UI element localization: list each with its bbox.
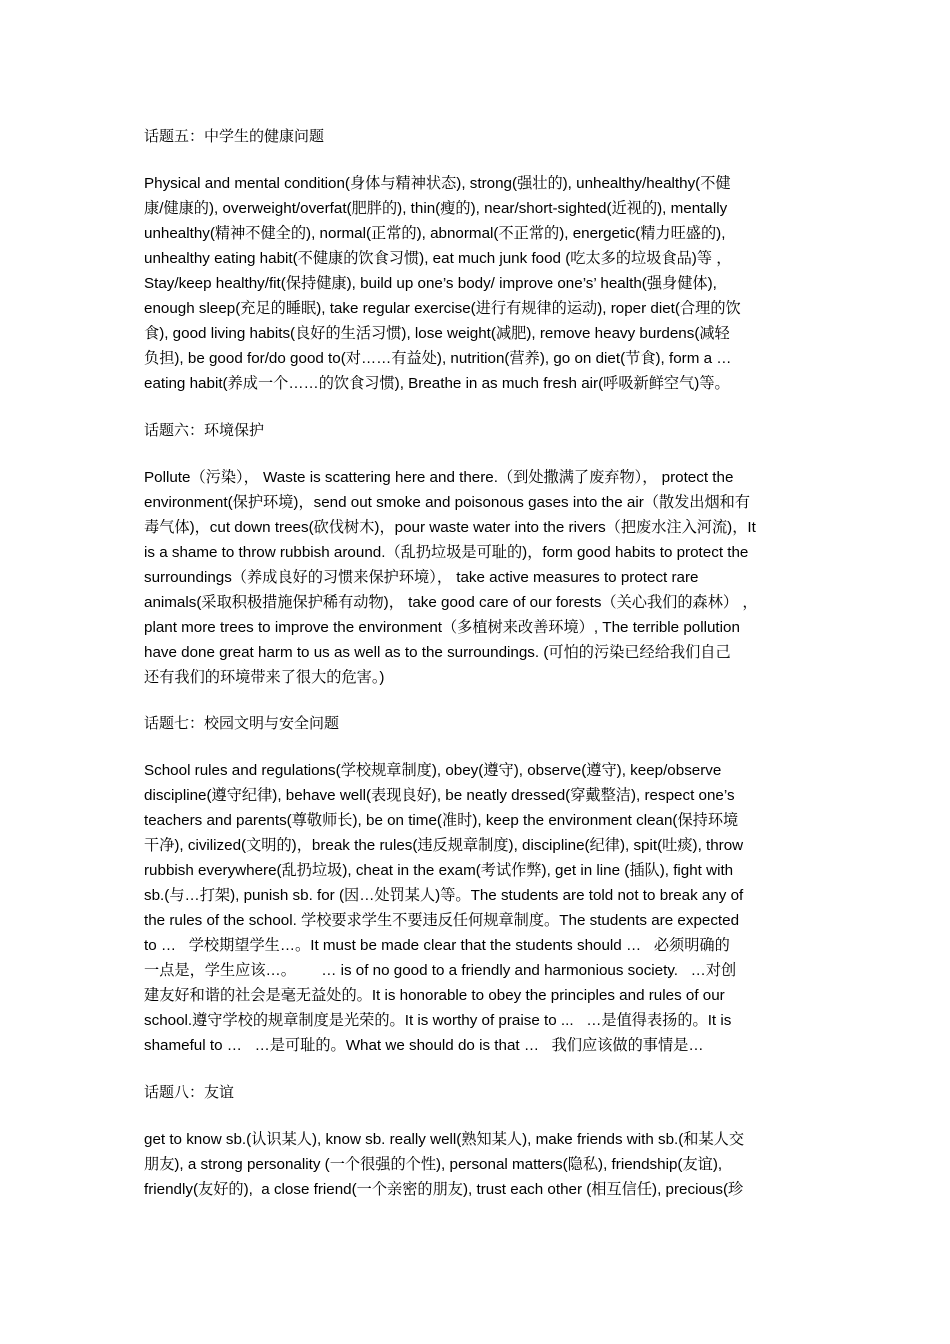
text-line: school.遵守学校的规章制度是光荣的。It is worthy of praise to ... …是值得表扬的。It is: [144, 1012, 732, 1029]
text-line: 朋友), a strong personality (一个很强的个性), personal matters(隐私), friendship(友谊),: [144, 1156, 723, 1173]
section-body-campus: [144, 758, 814, 1058]
text-line: 食), good living habits(良好的生活习惯), lose weight(减肥), remove heavy burdens(减轻: [144, 325, 730, 342]
text-line: 干净), civilized(文明的)，break the rules(违反规章制度), discipline(纪律), spit(吐痰), throw: [144, 837, 744, 854]
text-line: enough sleep(充足的睡眠), take regular exercise(进行有规律的运动), roper diet(合理的饮: [144, 300, 741, 317]
text-line: eating habit(养成一个……的饮食习惯), Breathe in as much fresh air(呼吸新鲜空气)等。: [144, 375, 730, 392]
text-line: 康/健康的), overweight/overfat(肥胖的), thin(瘦的), near/short-sighted(近视的), mentally: [144, 200, 728, 217]
section-heading-health: 话题五：中学生的健康问题: [144, 127, 325, 145]
text-line: teachers and parents(尊敬师长), be on time(准时), keep the environment clean(保持环境: [144, 812, 739, 829]
text-line: the rules of the school. 学校要求学生不要违反任何规章制度。The students are expected: [144, 912, 740, 929]
text-line: sb.(与…打架), punish sb. for (因…处罚某人)等。The students are told not to break any of: [144, 887, 744, 904]
text-line: unhealthy eating habit(不健康的饮食习惯), eat much junk food (吃太多的垃圾食品)等 ，: [144, 250, 732, 267]
text-line: is a shame to throw rubbish around.（乱扔垃圾是可耻的)，form good habits to protect the: [144, 544, 749, 561]
text-line: shameful to … …是可耻的。What we should do is that … 我们应该做的事情是…: [144, 1037, 704, 1054]
section-heading-environment: 话题六：环境保护: [144, 421, 265, 439]
text-line: friendly(友好的), a close friend(一个亲密的朋友), trust each other (相互信任), precious(珍: [144, 1181, 744, 1198]
text-line: 还有我们的环境带来了很大的危害。): [144, 669, 385, 686]
text-line: surroundings（养成良好的习惯来保护环境）， take active measures to protect rare: [144, 569, 699, 586]
text-line: get to know sb.(认识某人), know sb. really well(熟知某人), make friends with sb.(和某人交: [144, 1131, 745, 1148]
section-heading-friendship: 话题八：友谊: [144, 1083, 235, 1101]
section-body-environment: [144, 465, 814, 690]
text-line: 建友好和谐的社会是毫无益处的。It is honorable to obey the principles and rules of our: [144, 987, 725, 1004]
text-line: 毒气体)，cut down trees(砍伐树木)，pour waste water into the rivers（把废水注入河流)，It: [144, 519, 756, 536]
text-line: discipline(遵守纪律), behave well(表现良好), be neatly dressed(穿戴整洁), respect one’s: [144, 787, 735, 804]
text-line: to … 学校期望学生…。It must be made clear that the students should … 必须明确的: [144, 937, 730, 954]
text-line: School rules and regulations(学校规章制度), obey(遵守), observe(遵守), keep/observe: [144, 762, 722, 779]
text-line: Stay/keep healthy/fit(保持健康), build up one’s body/ improve one’s’ health(强身健体),: [144, 275, 717, 292]
text-line: environment(保护环境)，send out smoke and poisonous gases into the air（散发出烟和有: [144, 494, 751, 511]
text-line: unhealthy(精神不健全的), normal(正常的), abnormal(不正常的), energetic(精力旺盛的),: [144, 225, 726, 242]
section-body-friendship: [144, 1127, 814, 1202]
text-line: have done great harm to us as well as to the surroundings. (可怕的污染已经给我们自己: [144, 644, 731, 661]
section-body-health: [144, 171, 814, 396]
section-heading-campus: 话题七：校园文明与安全问题: [144, 714, 340, 732]
text-line: rubbish everywhere(乱扔垃圾), cheat in the exam(考试作弊), get in line (插队), fight with: [144, 862, 734, 879]
text-line: Physical and mental condition(身体与精神状态), strong(强壮的), unhealthy/healthy(不健: [144, 175, 731, 192]
text-line: plant more trees to improve the environment（多植树来改善环境）, The terrible pollution: [144, 619, 740, 636]
text-line: Pollute（污染）， Waste is scattering here and there.（到处撒满了废弃物）， protect the: [144, 469, 734, 486]
text-line: 一点是，学生应该…。 … is of no good to a friendly and harmonious society. …对创: [144, 962, 737, 979]
text-line: animals(采取积极措施保护稀有动物)， take good care of our forests（关心我们的森林） ，: [144, 594, 758, 611]
text-line: 负担), be good for/do good to(对……有益处), nutrition(营养), go on diet(节食), form a …: [144, 350, 732, 367]
